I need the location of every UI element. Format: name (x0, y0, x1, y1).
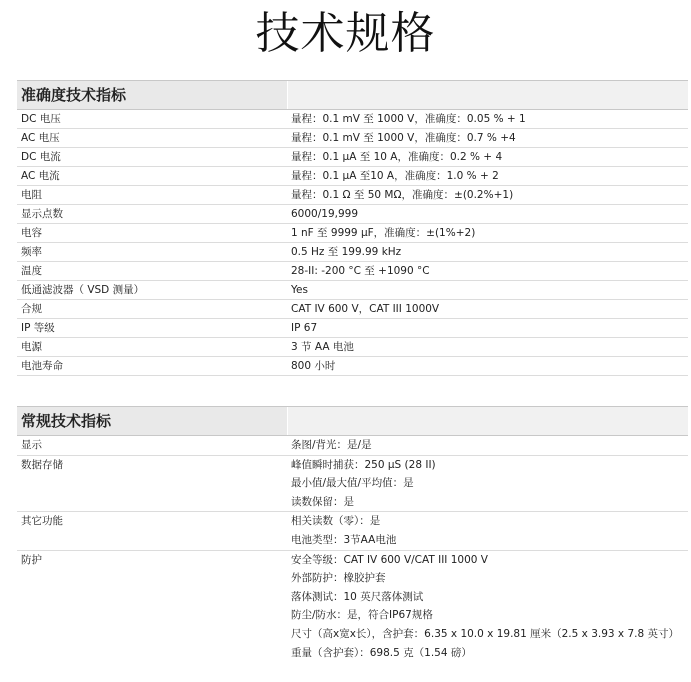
table-row: DC 电流 量程：0.1 µA 至 10 A，准确度：0.2 % + 4 (17, 148, 688, 167)
table-row: 电源 3 节 AA 电池 (17, 338, 688, 357)
table-row: 数据存储 峰值瞬时捕获：250 µS (28 II) 最小值/最大值/平均值：是 读数保留：是 (17, 456, 688, 513)
table-row: AC 电压 量程：0.1 mV 至 1000 V，准确度：0.7 % +4 (17, 129, 688, 148)
accuracy-section-header (17, 80, 688, 110)
table-row: 电池寿命 800 小时 (17, 357, 688, 376)
accuracy-specs-table (17, 80, 688, 376)
accuracy-section-title: 准确度技术指标 (17, 81, 287, 109)
table-row: DC 电压 量程：0.1 mV 至 1000 V，准确度：0.05 % + 1 (17, 110, 688, 129)
page-title: 技术规格 (255, 8, 436, 59)
general-section-header (17, 406, 688, 436)
table-row: IP 等级 IP 67 (17, 319, 688, 338)
table-row: AC 电流 量程：0.1 µA 至10 A，准确度：1.0 % + 2 (17, 167, 688, 186)
table-row: 其它功能 相关读数（零）：是 电池类型：3节AA电池 (17, 512, 688, 550)
table-row: 电容 1 nF 至 9999 µF，准确度：±(1%+2) (17, 224, 688, 243)
table-row: 温度 28-II: -200 °C 至 +1090 °C (17, 262, 688, 281)
table-row: 防护 安全等级：CAT IV 600 V/CAT III 1000 V 外部防护：橡胶护套 落体测试：10 英尺落体测试 防尘/防水：是，符合IP67规格 尺寸（高x宽x长），含护套：6.35 x 10.0 x 19.81 厘米（2.5 x 3.93 x 7.8 英寸） 重量（含护套）：698.5 克（1.54 磅） (21, 553, 680, 659)
table-row: 频率 0.5 Hz 至 199.99 kHz (17, 243, 688, 262)
table-row: 低通滤波器（ VSD 测量） Yes (17, 281, 688, 300)
table-row: 显示点数 6000/19,999 (17, 205, 688, 224)
general-specs-table (17, 406, 688, 662)
table-row: 电阻 量程：0.1 Ω 至 50 MΩ，准确度：±(0.2%+1) (17, 186, 688, 205)
table-row: 合规 CAT IV 600 V，CAT III 1000V (17, 300, 688, 319)
general-section-title: 常规技术指标 (17, 407, 287, 435)
table-row: 显示 条图/背光：是/是 (17, 436, 688, 456)
